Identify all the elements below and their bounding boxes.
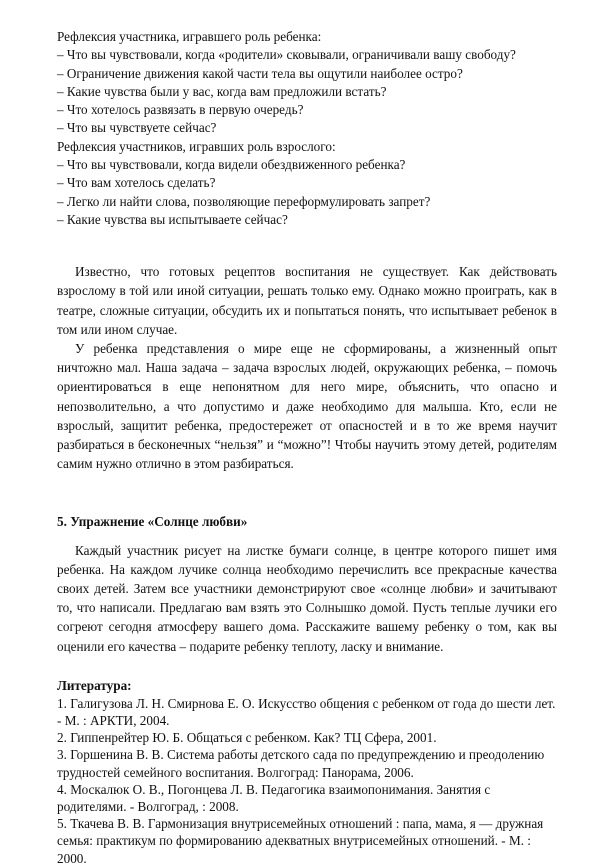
literature-item: 3. Горшенина В. В. Система работы детского сада по предупреждению и преодолению трудностей семейного воспитания. Волгоград: Панорама, 2006.: [57, 747, 545, 780]
reflection-adult-block: [57, 138, 557, 229]
reflection-child-question: – Что вы чувствуете сейчас?: [57, 120, 217, 136]
paragraph-child-world: У ребенка представления о мире еще не сформированы, а жизненный опыт ничтожно мал. Наша задача – задача взрослых людей, окружающих ребенка, – помочь ориентироваться в еще непонятном для него мире, объяснить, что опасно и непозволительно, а что допустимо и даже необходимо для малыша. Кто, если не взрослый, защитит ребенка, предостережет от опасностей и в то же время научит разбираться в бесконечных “нельзя” и “можно”! Чтобы научить этому детей, родителям самим нужно отлично в этом разбираться.: [57, 341, 557, 472]
reflection-child-title: Рефлексия участника, игравшего роль ребенка:: [57, 29, 322, 44]
literature-heading: Литература:: [57, 677, 132, 693]
reflection-adult-question: – Что вам хотелось сделать?: [57, 175, 216, 191]
literature-item: 5. Ткачева В. В. Гармонизация внутрисемейных отношений : папа, мама, я — дружная семья: практикум по формированию адекватных внутрисемейных отношений. - М. : 2000.: [57, 816, 544, 866]
reflection-child-question: – Что вы чувствовали, когда «родители» сковывали, ограничивали вашу свободу?: [57, 47, 516, 63]
reflection-adult-question: – Что вы чувствовали, когда видели обездвиженного ребенка?: [57, 157, 406, 173]
document-page: [57, 28, 557, 867]
reflection-adult-title: Рефлексия участников, игравших роль взрослого:: [57, 138, 336, 154]
reflection-child-question: – Ограничение движения какой части тела вы ощутили наиболее остро?: [57, 65, 463, 81]
literature-item: 2. Гиппенрейтер Ю. Б. Общаться с ребенком. Как? ТЦ Сфера, 2001.: [57, 730, 437, 746]
literature-list: [57, 695, 557, 867]
reflection-child-question: – Что хотелось развязать в первую очередь?: [57, 102, 304, 118]
reflection-child-question: – Какие чувства были у вас, когда вам предложили встать?: [57, 83, 387, 99]
exercise-heading: 5. Упражнение «Солнце любви»: [57, 513, 248, 529]
reflection-child-block: [57, 28, 557, 138]
literature-item: 4. Москалюк О. В., Погонцева Л. В. Педагогика взаимопонимания. Занятия с родителями. - Волгоград, : 2008.: [57, 781, 491, 814]
paragraph-recipes: Известно, что готовых рецептов воспитания не существует. Как действовать взрослому в той или иной ситуации, решать только ему. Однако можно проиграть, как в театре, сложные ситуации, обсудить их и попытаться понять, что испытывает ребенок в том или ином случае.: [57, 264, 557, 337]
exercise-description: Каждый участник рисует на листке бумаги солнце, в центре которого пишет имя ребенка. На каждом лучике солнца необходимо перечислить все прекрасные качества своих детей. Затем все участники демонстрируют свое «солнце любви» и зачитывают то, что написали. Предлагаю вам взять это Солнышко домой. Пусть теплые лучики его согреют сегодня атмосферу вашего дома. Расскажите вашему ребенку о том, как вы оценили его качества – подарите ребенку теплоту, ласку и внимание.: [57, 542, 557, 654]
reflection-adult-question: – Легко ли найти слова, позволяющие переформулировать запрет?: [57, 193, 431, 209]
reflection-adult-question: – Какие чувства вы испытываете сейчас?: [57, 211, 288, 227]
literature-item: 1. Галигузова Л. Н. Смирнова Е. О. Искусство общения с ребенком от года до шести лет. - М. : АРКТИ, 2004.: [57, 695, 556, 728]
